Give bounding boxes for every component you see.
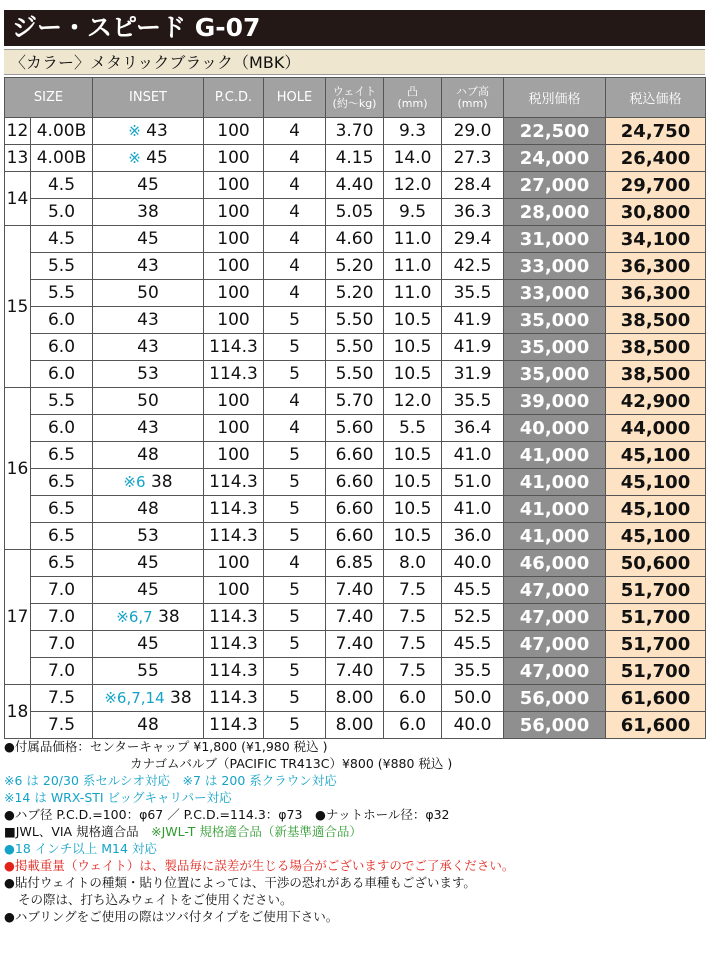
note-mark-6-7: ※6 は 20/30 系セルシオ対応 ※7 は 200 系クラウン対応 bbox=[4, 773, 337, 788]
bump-cell: 7.5 bbox=[384, 604, 442, 631]
tax-price-cell: 45,100 bbox=[606, 469, 706, 496]
inset-value: 43 bbox=[137, 337, 159, 357]
header-tax-price: 税込価格 bbox=[606, 78, 706, 118]
table-row bbox=[5, 550, 706, 577]
rim-width-cell: 5.5 bbox=[31, 388, 93, 415]
bump-cell: 10.5 bbox=[384, 523, 442, 550]
weight-cell: 5.50 bbox=[326, 307, 384, 334]
header-bump bbox=[384, 78, 442, 118]
header-inset: INSET bbox=[93, 78, 204, 118]
pcd-cell: 100 bbox=[204, 550, 264, 577]
tax-price-cell: 44,000 bbox=[606, 415, 706, 442]
weight-cell: 4.15 bbox=[326, 145, 384, 172]
spec-table-body bbox=[5, 118, 706, 739]
rim-width-cell: 5.5 bbox=[31, 253, 93, 280]
compatibility-mark: ※ bbox=[128, 149, 141, 167]
tax-price-cell: 42,900 bbox=[606, 388, 706, 415]
inset-value: 53 bbox=[137, 364, 159, 384]
inset-cell bbox=[93, 307, 204, 334]
weight-cell: 7.40 bbox=[326, 577, 384, 604]
net-price-cell: 41,000 bbox=[504, 523, 606, 550]
weight-cell: 5.05 bbox=[326, 199, 384, 226]
inset-value: 45 bbox=[146, 148, 168, 168]
net-price-cell: 24,000 bbox=[504, 145, 606, 172]
rim-width-cell: 6.0 bbox=[31, 361, 93, 388]
bump-cell: 8.0 bbox=[384, 550, 442, 577]
inset-value: 43 bbox=[146, 121, 168, 141]
table-row bbox=[5, 523, 706, 550]
inset-cell bbox=[93, 118, 204, 145]
pcd-cell: 114.3 bbox=[204, 631, 264, 658]
hole-cell: 5 bbox=[264, 577, 326, 604]
net-price-cell: 41,000 bbox=[504, 496, 606, 523]
hole-cell: 5 bbox=[264, 631, 326, 658]
hole-cell: 4 bbox=[264, 199, 326, 226]
table-row bbox=[5, 496, 706, 523]
page-title: ジー・スピード G-07 bbox=[4, 10, 705, 46]
tax-price-cell: 45,100 bbox=[606, 442, 706, 469]
hole-cell: 4 bbox=[264, 226, 326, 253]
weight-cell: 6.60 bbox=[326, 469, 384, 496]
net-price-cell: 46,000 bbox=[504, 550, 606, 577]
table-row bbox=[5, 442, 706, 469]
bump-cell: 12.0 bbox=[384, 172, 442, 199]
pcd-cell: 100 bbox=[204, 307, 264, 334]
compatibility-mark: ※6,7,14 bbox=[104, 689, 165, 707]
hole-cell: 5 bbox=[264, 307, 326, 334]
pcd-cell: 114.3 bbox=[204, 469, 264, 496]
notes-section bbox=[4, 738, 705, 925]
weight-cell: 7.40 bbox=[326, 658, 384, 685]
pcd-cell: 114.3 bbox=[204, 658, 264, 685]
color-subtitle: 〈カラー〉メタリックブラック（MBK） bbox=[4, 49, 705, 75]
inset-cell bbox=[93, 388, 204, 415]
hole-cell: 5 bbox=[264, 712, 326, 739]
rim-width-cell: 7.0 bbox=[31, 604, 93, 631]
tax-price-cell: 24,750 bbox=[606, 118, 706, 145]
table-row bbox=[5, 307, 706, 334]
rim-width-cell: 7.5 bbox=[31, 685, 93, 712]
header-net-price: 税別価格 bbox=[504, 78, 606, 118]
table-row bbox=[5, 658, 706, 685]
rim-width-cell: 6.5 bbox=[31, 523, 93, 550]
net-price-cell: 22,500 bbox=[504, 118, 606, 145]
tax-price-cell: 61,600 bbox=[606, 685, 706, 712]
table-row bbox=[5, 145, 706, 172]
tax-price-cell: 45,100 bbox=[606, 523, 706, 550]
table-row bbox=[5, 280, 706, 307]
tax-price-cell: 34,100 bbox=[606, 226, 706, 253]
inset-cell bbox=[93, 496, 204, 523]
table-row bbox=[5, 199, 706, 226]
rim-width-cell: 6.0 bbox=[31, 334, 93, 361]
inset-value: 48 bbox=[137, 715, 159, 735]
inset-cell bbox=[93, 658, 204, 685]
rim-width-cell: 7.0 bbox=[31, 631, 93, 658]
inset-cell bbox=[93, 712, 204, 739]
tax-price-cell: 26,400 bbox=[606, 145, 706, 172]
hole-cell: 4 bbox=[264, 118, 326, 145]
pcd-cell: 100 bbox=[204, 388, 264, 415]
weight-cell: 6.60 bbox=[326, 496, 384, 523]
rim-diameter-cell: 15 bbox=[5, 226, 31, 388]
tax-price-cell: 29,700 bbox=[606, 172, 706, 199]
pcd-cell: 100 bbox=[204, 253, 264, 280]
rim-diameter-cell: 16 bbox=[5, 388, 31, 550]
hole-cell: 5 bbox=[264, 604, 326, 631]
rim-diameter-cell: 14 bbox=[5, 172, 31, 226]
bump-cell: 6.0 bbox=[384, 712, 442, 739]
note-hub-diameter: ●ハブ径 P.C.D.=100：φ67 ／ P.C.D.=114.3：φ73 ●ナットホール径：φ32 bbox=[4, 807, 450, 822]
rim-width-cell: 5.5 bbox=[31, 280, 93, 307]
inset-value: 50 bbox=[137, 283, 159, 303]
inset-value: 45 bbox=[137, 229, 159, 249]
note-jwl-standard: ■JWL、VIA 規格適合品 bbox=[4, 824, 139, 839]
hub-height-cell: 36.0 bbox=[442, 523, 504, 550]
inset-cell bbox=[93, 145, 204, 172]
compatibility-mark: ※6 bbox=[123, 473, 146, 491]
weight-cell: 5.50 bbox=[326, 361, 384, 388]
table-row bbox=[5, 469, 706, 496]
rim-width-cell: 7.0 bbox=[31, 577, 93, 604]
net-price-cell: 40,000 bbox=[504, 415, 606, 442]
net-price-cell: 47,000 bbox=[504, 577, 606, 604]
bump-cell: 12.0 bbox=[384, 388, 442, 415]
hub-height-cell: 31.9 bbox=[442, 361, 504, 388]
inset-value: 53 bbox=[137, 526, 159, 546]
hub-height-cell: 27.3 bbox=[442, 145, 504, 172]
inset-cell bbox=[93, 334, 204, 361]
header-pcd: P.C.D. bbox=[204, 78, 264, 118]
bump-cell: 5.5 bbox=[384, 415, 442, 442]
tax-price-cell: 36,300 bbox=[606, 253, 706, 280]
table-row bbox=[5, 712, 706, 739]
hole-cell: 5 bbox=[264, 523, 326, 550]
compatibility-mark: ※6,7 bbox=[116, 608, 153, 626]
bump-cell: 10.5 bbox=[384, 442, 442, 469]
weight-cell: 6.60 bbox=[326, 442, 384, 469]
rim-width-cell: 4.00B bbox=[31, 118, 93, 145]
inset-cell bbox=[93, 685, 204, 712]
net-price-cell: 47,000 bbox=[504, 658, 606, 685]
hole-cell: 4 bbox=[264, 145, 326, 172]
tax-price-cell: 61,600 bbox=[606, 712, 706, 739]
header-weight-line1: ウェイト bbox=[332, 84, 377, 98]
inset-cell bbox=[93, 631, 204, 658]
hole-cell: 5 bbox=[264, 496, 326, 523]
weight-cell: 6.60 bbox=[326, 523, 384, 550]
hub-height-cell: 41.0 bbox=[442, 442, 504, 469]
hub-height-cell: 40.0 bbox=[442, 550, 504, 577]
net-price-cell: 35,000 bbox=[504, 361, 606, 388]
bump-cell: 10.5 bbox=[384, 361, 442, 388]
weight-cell: 8.00 bbox=[326, 685, 384, 712]
compatibility-mark: ※ bbox=[128, 122, 141, 140]
hub-height-cell: 29.4 bbox=[442, 226, 504, 253]
tax-price-cell: 30,800 bbox=[606, 199, 706, 226]
header-weight bbox=[326, 78, 384, 118]
inset-cell bbox=[93, 361, 204, 388]
table-row bbox=[5, 253, 706, 280]
hub-height-cell: 36.3 bbox=[442, 199, 504, 226]
note-hub-ring: ●ハブリングをご使用の際はツバ付タイプをご使用下さい。 bbox=[4, 909, 339, 924]
hub-height-cell: 35.5 bbox=[442, 658, 504, 685]
hole-cell: 4 bbox=[264, 253, 326, 280]
header-weight-line2: (約〜kg) bbox=[332, 96, 377, 110]
inset-cell bbox=[93, 226, 204, 253]
hub-height-cell: 28.4 bbox=[442, 172, 504, 199]
bump-cell: 9.3 bbox=[384, 118, 442, 145]
weight-cell: 5.20 bbox=[326, 253, 384, 280]
rim-diameter-cell: 18 bbox=[5, 685, 31, 739]
table-row bbox=[5, 388, 706, 415]
inset-cell bbox=[93, 415, 204, 442]
tax-price-cell: 38,500 bbox=[606, 334, 706, 361]
hub-height-cell: 45.5 bbox=[442, 631, 504, 658]
inset-cell bbox=[93, 577, 204, 604]
rim-width-cell: 6.5 bbox=[31, 469, 93, 496]
inset-cell bbox=[93, 199, 204, 226]
hub-height-cell: 42.5 bbox=[442, 253, 504, 280]
net-price-cell: 33,000 bbox=[504, 280, 606, 307]
hole-cell: 4 bbox=[264, 280, 326, 307]
hub-height-cell: 50.0 bbox=[442, 685, 504, 712]
inset-value: 48 bbox=[137, 499, 159, 519]
rim-width-cell: 7.0 bbox=[31, 658, 93, 685]
note-accessory-cap: ●付属品価格：センターキャップ ¥1,800 (¥1,980 税込 ) bbox=[4, 739, 328, 754]
weight-cell: 5.60 bbox=[326, 415, 384, 442]
weight-cell: 5.20 bbox=[326, 280, 384, 307]
bump-cell: 10.5 bbox=[384, 496, 442, 523]
inset-cell bbox=[93, 172, 204, 199]
bump-cell: 11.0 bbox=[384, 253, 442, 280]
weight-cell: 5.70 bbox=[326, 388, 384, 415]
header-size: SIZE bbox=[5, 78, 93, 118]
hole-cell: 4 bbox=[264, 415, 326, 442]
bump-cell: 6.0 bbox=[384, 685, 442, 712]
note-mark-14: ※14 は WRX-STI ビッグキャリパー対応 bbox=[4, 790, 232, 805]
tax-price-cell: 38,500 bbox=[606, 361, 706, 388]
note-jwl-t: ※JWL-T 規格適合品（新基準適合品） bbox=[151, 824, 362, 839]
net-price-cell: 47,000 bbox=[504, 631, 606, 658]
inset-value: 45 bbox=[137, 553, 159, 573]
rim-width-cell: 6.5 bbox=[31, 496, 93, 523]
pcd-cell: 114.3 bbox=[204, 604, 264, 631]
note-accessory-valve: カナゴムバルブ（PACIFIC TR413C）¥800 (¥880 税込 ) bbox=[130, 756, 453, 771]
hub-height-cell: 35.5 bbox=[442, 388, 504, 415]
bump-cell: 10.5 bbox=[384, 307, 442, 334]
hub-height-cell: 45.5 bbox=[442, 577, 504, 604]
inset-value: 50 bbox=[137, 391, 159, 411]
rim-width-cell: 6.0 bbox=[31, 307, 93, 334]
pcd-cell: 100 bbox=[204, 226, 264, 253]
header-hub-line1: ハブ高 bbox=[456, 84, 489, 98]
table-row bbox=[5, 334, 706, 361]
tax-price-cell: 51,700 bbox=[606, 658, 706, 685]
inset-cell bbox=[93, 523, 204, 550]
tax-price-cell: 51,700 bbox=[606, 604, 706, 631]
net-price-cell: 27,000 bbox=[504, 172, 606, 199]
pcd-cell: 100 bbox=[204, 415, 264, 442]
bump-cell: 11.0 bbox=[384, 280, 442, 307]
hole-cell: 5 bbox=[264, 685, 326, 712]
hub-height-cell: 29.0 bbox=[442, 118, 504, 145]
pcd-cell: 114.3 bbox=[204, 523, 264, 550]
weight-cell: 8.00 bbox=[326, 712, 384, 739]
rim-width-cell: 6.0 bbox=[31, 415, 93, 442]
hub-height-cell: 35.5 bbox=[442, 280, 504, 307]
header-hub-height bbox=[442, 78, 504, 118]
inset-value: 45 bbox=[137, 634, 159, 654]
net-price-cell: 31,000 bbox=[504, 226, 606, 253]
hub-height-cell: 40.0 bbox=[442, 712, 504, 739]
hole-cell: 5 bbox=[264, 361, 326, 388]
tax-price-cell: 51,700 bbox=[606, 631, 706, 658]
net-price-cell: 33,000 bbox=[504, 253, 606, 280]
pcd-cell: 114.3 bbox=[204, 496, 264, 523]
hole-cell: 5 bbox=[264, 334, 326, 361]
pcd-cell: 100 bbox=[204, 577, 264, 604]
hub-height-cell: 52.5 bbox=[442, 604, 504, 631]
pcd-cell: 114.3 bbox=[204, 712, 264, 739]
hub-height-cell: 41.9 bbox=[442, 307, 504, 334]
header-bump-line1: 凸 bbox=[407, 84, 418, 98]
table-row bbox=[5, 577, 706, 604]
tax-price-cell: 38,500 bbox=[606, 307, 706, 334]
inset-value: 43 bbox=[137, 256, 159, 276]
pcd-cell: 100 bbox=[204, 145, 264, 172]
weight-cell: 3.70 bbox=[326, 118, 384, 145]
note-m14: ●18 インチ以上 M14 対応 bbox=[4, 841, 157, 856]
hub-height-cell: 51.0 bbox=[442, 469, 504, 496]
inset-cell bbox=[93, 550, 204, 577]
rim-width-cell: 4.5 bbox=[31, 172, 93, 199]
inset-value: 43 bbox=[137, 310, 159, 330]
table-row bbox=[5, 118, 706, 145]
inset-cell bbox=[93, 253, 204, 280]
net-price-cell: 56,000 bbox=[504, 685, 606, 712]
net-price-cell: 41,000 bbox=[504, 442, 606, 469]
tax-price-cell: 45,100 bbox=[606, 496, 706, 523]
bump-cell: 7.5 bbox=[384, 658, 442, 685]
header-hole: HOLE bbox=[264, 78, 326, 118]
pcd-cell: 114.3 bbox=[204, 334, 264, 361]
inset-cell bbox=[93, 442, 204, 469]
inset-value: 45 bbox=[137, 580, 159, 600]
net-price-cell: 56,000 bbox=[504, 712, 606, 739]
inset-cell bbox=[93, 280, 204, 307]
hub-height-cell: 41.9 bbox=[442, 334, 504, 361]
inset-value: 38 bbox=[170, 688, 192, 708]
weight-cell: 7.40 bbox=[326, 631, 384, 658]
tax-price-cell: 36,300 bbox=[606, 280, 706, 307]
hub-height-cell: 41.0 bbox=[442, 496, 504, 523]
pcd-cell: 100 bbox=[204, 118, 264, 145]
net-price-cell: 39,000 bbox=[504, 388, 606, 415]
bump-cell: 9.5 bbox=[384, 199, 442, 226]
spec-table bbox=[4, 77, 706, 739]
note-balance-weight: ●貼付ウェイトの種類・貼り位置によっては、干渉の恐れがある車種もございます。 bbox=[4, 875, 476, 890]
rim-width-cell: 6.5 bbox=[31, 550, 93, 577]
header-hub-line2: (mm) bbox=[457, 96, 488, 110]
inset-value: 48 bbox=[137, 445, 159, 465]
weight-cell: 6.85 bbox=[326, 550, 384, 577]
net-price-cell: 47,000 bbox=[504, 604, 606, 631]
rim-diameter-cell: 13 bbox=[5, 145, 31, 172]
net-price-cell: 28,000 bbox=[504, 199, 606, 226]
table-row bbox=[5, 415, 706, 442]
bump-cell: 10.5 bbox=[384, 469, 442, 496]
bump-cell: 11.0 bbox=[384, 226, 442, 253]
pcd-cell: 114.3 bbox=[204, 685, 264, 712]
bump-cell: 7.5 bbox=[384, 631, 442, 658]
rim-width-cell: 6.5 bbox=[31, 442, 93, 469]
pcd-cell: 114.3 bbox=[204, 361, 264, 388]
pcd-cell: 100 bbox=[204, 442, 264, 469]
note-weight-warning: ●掲載重量（ウェイト）は、製品毎に誤差が生じる場合がございますのでご了承ください。 bbox=[4, 858, 515, 873]
weight-cell: 4.40 bbox=[326, 172, 384, 199]
inset-cell bbox=[93, 604, 204, 631]
table-row bbox=[5, 604, 706, 631]
table-row bbox=[5, 685, 706, 712]
inset-cell bbox=[93, 469, 204, 496]
net-price-cell: 35,000 bbox=[504, 307, 606, 334]
table-row bbox=[5, 226, 706, 253]
pcd-cell: 100 bbox=[204, 172, 264, 199]
inset-value: 43 bbox=[137, 418, 159, 438]
hole-cell: 5 bbox=[264, 658, 326, 685]
hole-cell: 4 bbox=[264, 388, 326, 415]
table-row bbox=[5, 631, 706, 658]
pcd-cell: 100 bbox=[204, 199, 264, 226]
note-balance-weight-2: その際は、打ち込みウェイトをご使用ください。 bbox=[18, 892, 293, 907]
bump-cell: 7.5 bbox=[384, 577, 442, 604]
inset-value: 38 bbox=[158, 607, 180, 627]
weight-cell: 4.60 bbox=[326, 226, 384, 253]
hole-cell: 4 bbox=[264, 550, 326, 577]
inset-value: 45 bbox=[137, 175, 159, 195]
table-row bbox=[5, 361, 706, 388]
rim-width-cell: 4.00B bbox=[31, 145, 93, 172]
rim-width-cell: 5.0 bbox=[31, 199, 93, 226]
rim-diameter-cell: 17 bbox=[5, 550, 31, 685]
net-price-cell: 35,000 bbox=[504, 334, 606, 361]
bump-cell: 14.0 bbox=[384, 145, 442, 172]
hole-cell: 5 bbox=[264, 469, 326, 496]
weight-cell: 7.40 bbox=[326, 604, 384, 631]
inset-value: 55 bbox=[137, 661, 159, 681]
note-jwl bbox=[4, 823, 705, 840]
inset-value: 38 bbox=[150, 472, 173, 492]
table-header-row bbox=[5, 78, 706, 118]
net-price-cell: 41,000 bbox=[504, 469, 606, 496]
header-bump-line2: (mm) bbox=[397, 96, 428, 110]
table-row bbox=[5, 172, 706, 199]
tax-price-cell: 51,700 bbox=[606, 577, 706, 604]
rim-width-cell: 7.5 bbox=[31, 712, 93, 739]
rim-diameter-cell: 12 bbox=[5, 118, 31, 145]
pcd-cell: 100 bbox=[204, 280, 264, 307]
inset-value: 38 bbox=[137, 202, 159, 222]
tax-price-cell: 50,600 bbox=[606, 550, 706, 577]
hole-cell: 4 bbox=[264, 172, 326, 199]
hub-height-cell: 36.4 bbox=[442, 415, 504, 442]
rim-width-cell: 4.5 bbox=[31, 226, 93, 253]
weight-cell: 5.50 bbox=[326, 334, 384, 361]
hole-cell: 5 bbox=[264, 442, 326, 469]
bump-cell: 10.5 bbox=[384, 334, 442, 361]
